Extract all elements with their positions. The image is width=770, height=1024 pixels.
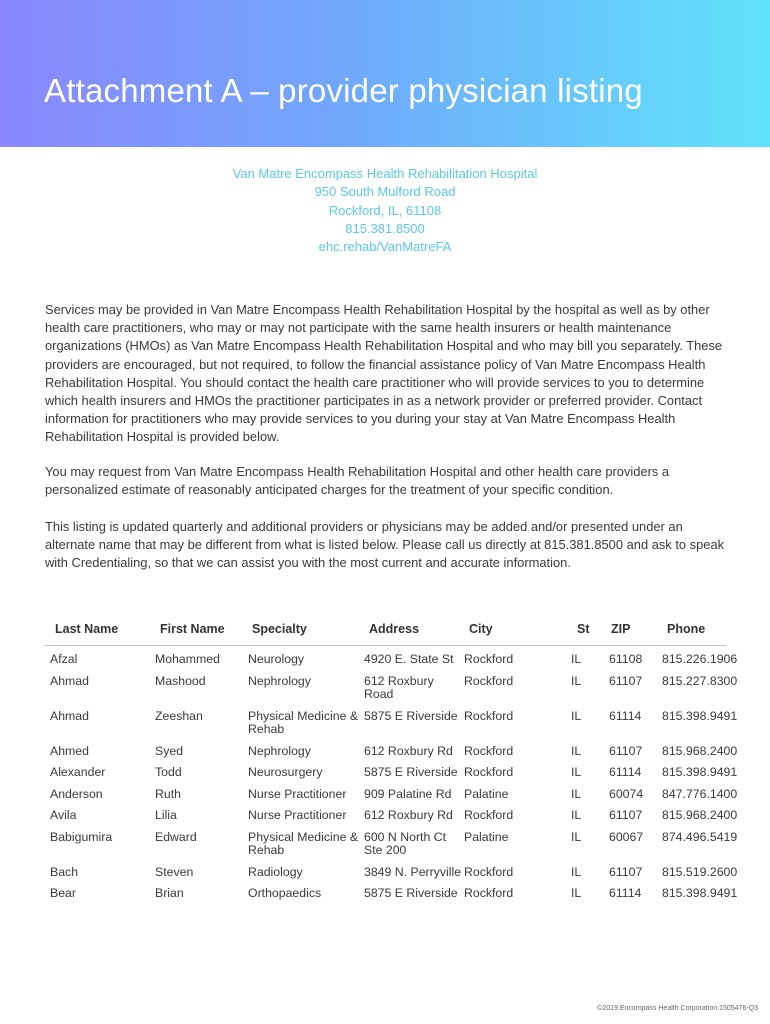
cell-zip: 61107 xyxy=(609,808,643,822)
table-row xyxy=(44,646,726,671)
cell-city: Rockford xyxy=(464,708,514,723)
header-banner xyxy=(0,0,770,147)
cell-state: IL xyxy=(571,673,582,688)
cell-city: Palatine xyxy=(464,829,509,844)
cell-state: IL xyxy=(571,765,582,779)
cell-state: IL xyxy=(571,786,582,801)
cell-specialty: Physical Medicine & Rehab xyxy=(248,829,359,857)
table-row xyxy=(44,805,726,827)
cell-address: 4920 E. State St xyxy=(364,652,454,666)
cell-last-name: Anderson xyxy=(50,786,103,801)
cell-first-name: Steven xyxy=(155,864,194,879)
cell-last-name: Bear xyxy=(50,886,76,900)
cell-phone: 815.398.9491 xyxy=(662,708,738,723)
hospital-contact-block xyxy=(0,165,770,256)
hospital-phone: 815.381.8500 xyxy=(345,220,425,236)
cell-first-name: Ruth xyxy=(155,786,181,801)
cell-last-name: Ahmed xyxy=(50,743,89,758)
listing-update-paragraph: This listing is updated quarterly and additional providers or physicians may be added and/or presented under an alternate name that may be different from what is listed below. Please call us directly at 815.381.8500 and ask to speak with Credentialing, so that we can assist you with the most current and accurate information. xyxy=(45,519,725,571)
estimate-paragraph: You may request from Van Matre Encompass Health Rehabilitation Hospital and other health care providers a personalized estimate of reasonably anticipated charges for the treatment of your specific condition. xyxy=(45,464,670,498)
hospital-city-state-zip: Rockford, IL, 61108 xyxy=(328,202,442,218)
cell-address: 612 Roxbury Rd xyxy=(364,743,453,758)
cell-city: Rockford xyxy=(464,743,514,758)
table-header-row xyxy=(44,619,726,646)
cell-address: 612 Roxbury Rd xyxy=(364,808,453,822)
cell-address: 5875 E Riverside xyxy=(364,765,458,779)
cell-state: IL xyxy=(571,652,582,666)
col-last-name: Last Name xyxy=(44,619,155,646)
cell-last-name: Ahmad xyxy=(50,708,89,723)
hospital-name: Van Matre Encompass Health Rehabilitation Hospital xyxy=(232,166,538,181)
cell-zip: 61107 xyxy=(609,743,643,758)
col-specialty: Specialty xyxy=(248,619,364,646)
cell-first-name: Edward xyxy=(155,829,197,844)
cell-zip: 60074 xyxy=(609,786,644,801)
hospital-url[interactable]: ehc.rehab/VanMatreFA xyxy=(318,239,452,255)
services-paragraph: Services may be provided in Van Matre Encompass Health Rehabilitation Hospital by the hospital as well as by other health care practitioners, who may or may not participate with the same health insurers or health maintenance organizations (HMOs) as Van Matre Encompass Health Rehabilitation Hospital and who may bill you separately. These providers are encouraged, but not required, to follow the financial assistance policy of Van Matre Encompass Health Rehabilitation Hospital. You should contact the health care practitioner who will provide services to you to determine which health insurers and HMOs the practitioner participates in as a network provider or preferred provider. Contact information for practitioners who may provide services to you during your stay at Van Matre Encompass Health Rehabilitation Hospital is provided below. xyxy=(45,302,723,445)
cell-phone: 815.968.2400 xyxy=(662,743,738,758)
cell-zip: 61114 xyxy=(609,708,642,723)
table-row xyxy=(44,827,726,862)
page-title: Attachment A – provider physician listing xyxy=(44,72,643,109)
cell-address: 5875 E Riverside xyxy=(364,886,458,900)
cell-address: 600 N North Ct Ste 200 xyxy=(364,829,447,857)
cell-first-name: Zeeshan xyxy=(155,708,203,723)
cell-phone: 815.227.8300 xyxy=(662,673,738,688)
provider-table xyxy=(44,619,738,905)
cell-last-name: Afzal xyxy=(50,652,78,666)
cell-first-name: Syed xyxy=(155,743,184,758)
cell-specialty: Nurse Practitioner xyxy=(248,786,347,801)
cell-zip: 61114 xyxy=(609,765,642,779)
cell-state: IL xyxy=(571,886,582,900)
cell-specialty: Neurology xyxy=(248,652,305,666)
cell-phone: 847.776.1400 xyxy=(662,786,738,801)
cell-city: Palatine xyxy=(464,786,509,801)
cell-address: 3849 N. Perryville xyxy=(364,864,462,879)
cell-city: Rockford xyxy=(464,673,514,688)
cell-first-name: Mashood xyxy=(155,673,206,688)
cell-specialty: Nephrology xyxy=(248,673,311,688)
copyright-footer: ©2019:Encompass Health Corporation:1505476-Q3 xyxy=(597,1005,758,1012)
cell-phone: 815.968.2400 xyxy=(662,808,738,822)
cell-phone: 874.496.5419 xyxy=(662,829,738,844)
cell-specialty: Orthopaedics xyxy=(248,886,322,900)
cell-state: IL xyxy=(571,743,582,758)
cell-city: Rockford xyxy=(464,808,514,822)
cell-city: Rockford xyxy=(464,886,514,900)
cell-first-name: Mohammed xyxy=(155,652,220,666)
cell-first-name: Brian xyxy=(155,886,184,900)
cell-specialty: Neurosurgery xyxy=(248,765,323,779)
cell-last-name: Babigumira xyxy=(50,829,113,844)
table-row xyxy=(44,706,726,741)
hospital-street: 950 South Mulford Road xyxy=(314,184,456,200)
col-city: City xyxy=(464,619,571,646)
cell-zip: 61107 xyxy=(609,673,643,688)
cell-last-name: Ahmad xyxy=(50,673,89,688)
col-first-name: First Name xyxy=(155,619,248,646)
table-row xyxy=(44,883,726,905)
cell-last-name: Alexander xyxy=(50,765,106,779)
cell-city: Rockford xyxy=(464,765,514,779)
cell-specialty: Physical Medicine & Rehab xyxy=(248,708,359,736)
cell-zip: 61108 xyxy=(609,652,643,666)
cell-address: 909 Palatine Rd xyxy=(364,786,452,801)
table-row xyxy=(44,741,726,763)
table-row xyxy=(44,784,726,806)
cell-specialty: Nephrology xyxy=(248,743,311,758)
table-row xyxy=(44,862,726,884)
cell-city: Rockford xyxy=(464,864,514,879)
cell-last-name: Bach xyxy=(50,864,79,879)
cell-specialty: Radiology xyxy=(248,864,303,879)
cell-last-name: Avila xyxy=(50,808,77,822)
cell-state: IL xyxy=(571,829,582,844)
col-state: St xyxy=(571,619,609,646)
cell-zip: 61107 xyxy=(609,864,643,879)
table-body xyxy=(44,646,738,905)
col-address: Address xyxy=(364,619,464,646)
col-zip: ZIP xyxy=(609,619,662,646)
col-phone: Phone xyxy=(662,619,726,646)
cell-address: 612 Roxbury Road xyxy=(364,673,434,701)
cell-specialty: Nurse Practitioner xyxy=(248,808,347,822)
table-row xyxy=(44,671,726,706)
cell-state: IL xyxy=(571,708,582,723)
cell-zip: 61114 xyxy=(609,886,642,900)
cell-state: IL xyxy=(571,864,582,879)
cell-zip: 60067 xyxy=(609,829,644,844)
cell-phone: 815.398.9491 xyxy=(662,886,738,900)
cell-address: 5875 E Riverside xyxy=(364,708,458,723)
table-row xyxy=(44,762,726,784)
cell-city: Rockford xyxy=(464,652,514,666)
cell-first-name: Todd xyxy=(155,765,182,779)
cell-phone: 815.226.1906 xyxy=(662,652,738,666)
cell-state: IL xyxy=(571,808,582,822)
cell-phone: 815.519.2600 xyxy=(662,864,738,879)
cell-first-name: Lilia xyxy=(155,808,177,822)
cell-phone: 815.398.9491 xyxy=(662,765,738,779)
